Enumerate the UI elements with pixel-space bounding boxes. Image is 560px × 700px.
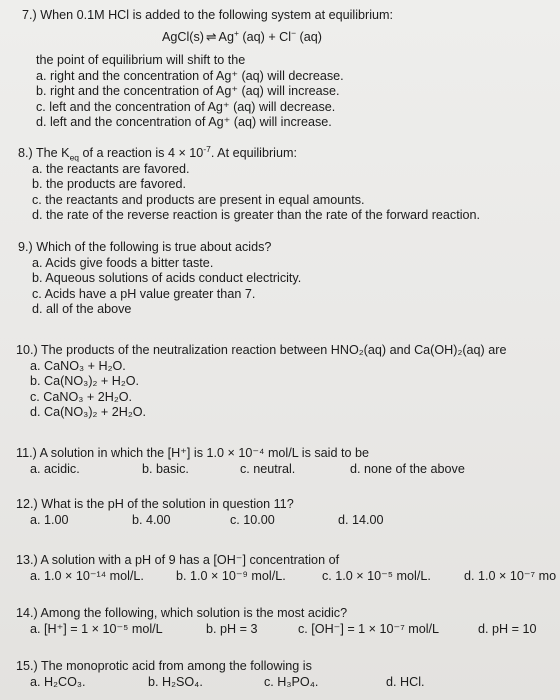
question-8 (18, 143, 481, 224)
question-12 (16, 497, 384, 529)
question-15-option-c: c. H₃PO₄. (264, 674, 319, 689)
question-13-option-b: b. 1.0 × 10⁻⁹ mol/L. (176, 568, 286, 583)
question-12-option-d: d. 14.00 (338, 512, 384, 527)
question-13-option-a: a. 1.0 × 10⁻¹⁴ mol/L. (30, 568, 144, 583)
question-13-stem: 13.) A solution with a pH of 9 has a [OH⁻] concentration of (16, 553, 340, 567)
question-9-stem: 9.) Which of the following is true about acids? (18, 240, 272, 254)
question-15-option-a: a. H₂CO₃. (30, 674, 86, 689)
question-8-stem: 8.) The $K_{eq}$ of a reaction is $4 \times 10^{-7}$. At equilibrium: (18, 143, 297, 163)
question-14-option-b: b. pH = 3 (206, 621, 258, 636)
question-9-option-d: d. all of the above (32, 302, 132, 316)
question-8-option-b: b. the products are favored. (32, 177, 187, 191)
question-15-option-b: b. H₂SO₄. (148, 674, 203, 689)
question-7-equation: AgCl(s) ⇌ Ag+ (aq) + Cl− (aq) (162, 27, 322, 44)
question-7-option-c: c. left and the concentration of Ag⁺ (aq) will decrease. (36, 99, 336, 114)
question-7-stem: 7.) When 0.1M HCl is added to the following system at equilibrium: (22, 8, 393, 22)
equilibrium-arrow-icon: ⇌ (205, 29, 217, 44)
question-10-option-a: a. CaNO₃ + H₂O. (30, 358, 126, 373)
question-11-option-d: d. none of the above (350, 461, 465, 476)
question-9 (18, 240, 301, 318)
question-9-option-a: a. Acids give foods a bitter taste. (32, 255, 214, 270)
question-7-option-b: b. right and the concentration of Ag⁺ (aq) will increase. (36, 84, 340, 98)
question-8-option-d: d. the rate of the reverse reaction is greater than the rate of the forward reaction. (32, 208, 481, 222)
question-13-option-d: d. 1.0 × 10⁻⁷ mo (464, 568, 557, 583)
question-10-stem: 10.) The products of the neutralization reaction between HNO₂(aq) and Ca(OH)₂(aq) are (16, 343, 507, 357)
question-11-option-a: a. acidic. (30, 461, 80, 476)
question-9-option-b: b. Aqueous solutions of acids conduct electricity. (32, 271, 302, 285)
question-10-option-b: b. Ca(NO₃)₂ + H₂O. (30, 374, 140, 388)
question-9-option-c: c. Acids have a pH value greater than 7. (32, 286, 256, 301)
question-10-option-c: c. CaNO₃ + 2H₂O. (30, 389, 133, 404)
question-11-stem: 11.) A solution in which the [H⁺] is 1.0 × 10⁻⁴ mol/L is said to be (16, 446, 369, 460)
question-12-option-b: b. 4.00 (132, 512, 171, 527)
question-8-option-c: c. the reactants and products are present in equal amounts. (32, 192, 365, 207)
question-10 (16, 343, 506, 421)
question-14-stem: 14.) Among the following, which solution is the most acidic? (16, 606, 348, 620)
question-13 (16, 553, 557, 585)
question-14 (16, 606, 537, 638)
question-15-option-d: d. HCl. (386, 674, 425, 689)
question-14-option-c: c. [OH⁻] = 1 × 10⁻⁷ mol/L (298, 621, 440, 636)
question-13-option-c: c. 1.0 × 10⁻⁵ mol/L. (322, 568, 431, 583)
question-15-stem: 15.) The monoprotic acid from among the following is (16, 659, 312, 673)
question-14-option-a: a. [H⁺] = 1 × 10⁻⁵ mol/L (30, 621, 163, 636)
question-7-option-a: a. right and the concentration of Ag⁺ (aq) will decrease. (36, 68, 344, 83)
question-11-option-b: b. basic. (142, 461, 189, 476)
question-15 (16, 659, 425, 691)
question-11-option-c: c. neutral. (240, 461, 296, 476)
question-14-option-d: d. pH = 10 (478, 621, 537, 636)
question-12-option-c: c. 10.00 (230, 512, 275, 527)
question-11 (16, 446, 465, 478)
question-12-option-a: a. 1.00 (30, 512, 69, 527)
question-12-stem: 12.) What is the pH of the solution in question 11? (16, 497, 294, 511)
question-10-option-d: d. Ca(NO₃)₂ + 2H₂O. (30, 405, 147, 419)
question-7-lead: the point of equilibrium will shift to the (36, 53, 246, 67)
question-7-option-d: d. left and the concentration of Ag⁺ (aq) will increase. (36, 115, 332, 129)
question-8-option-a: a. the reactants are favored. (32, 161, 190, 176)
question-7 (22, 8, 393, 131)
